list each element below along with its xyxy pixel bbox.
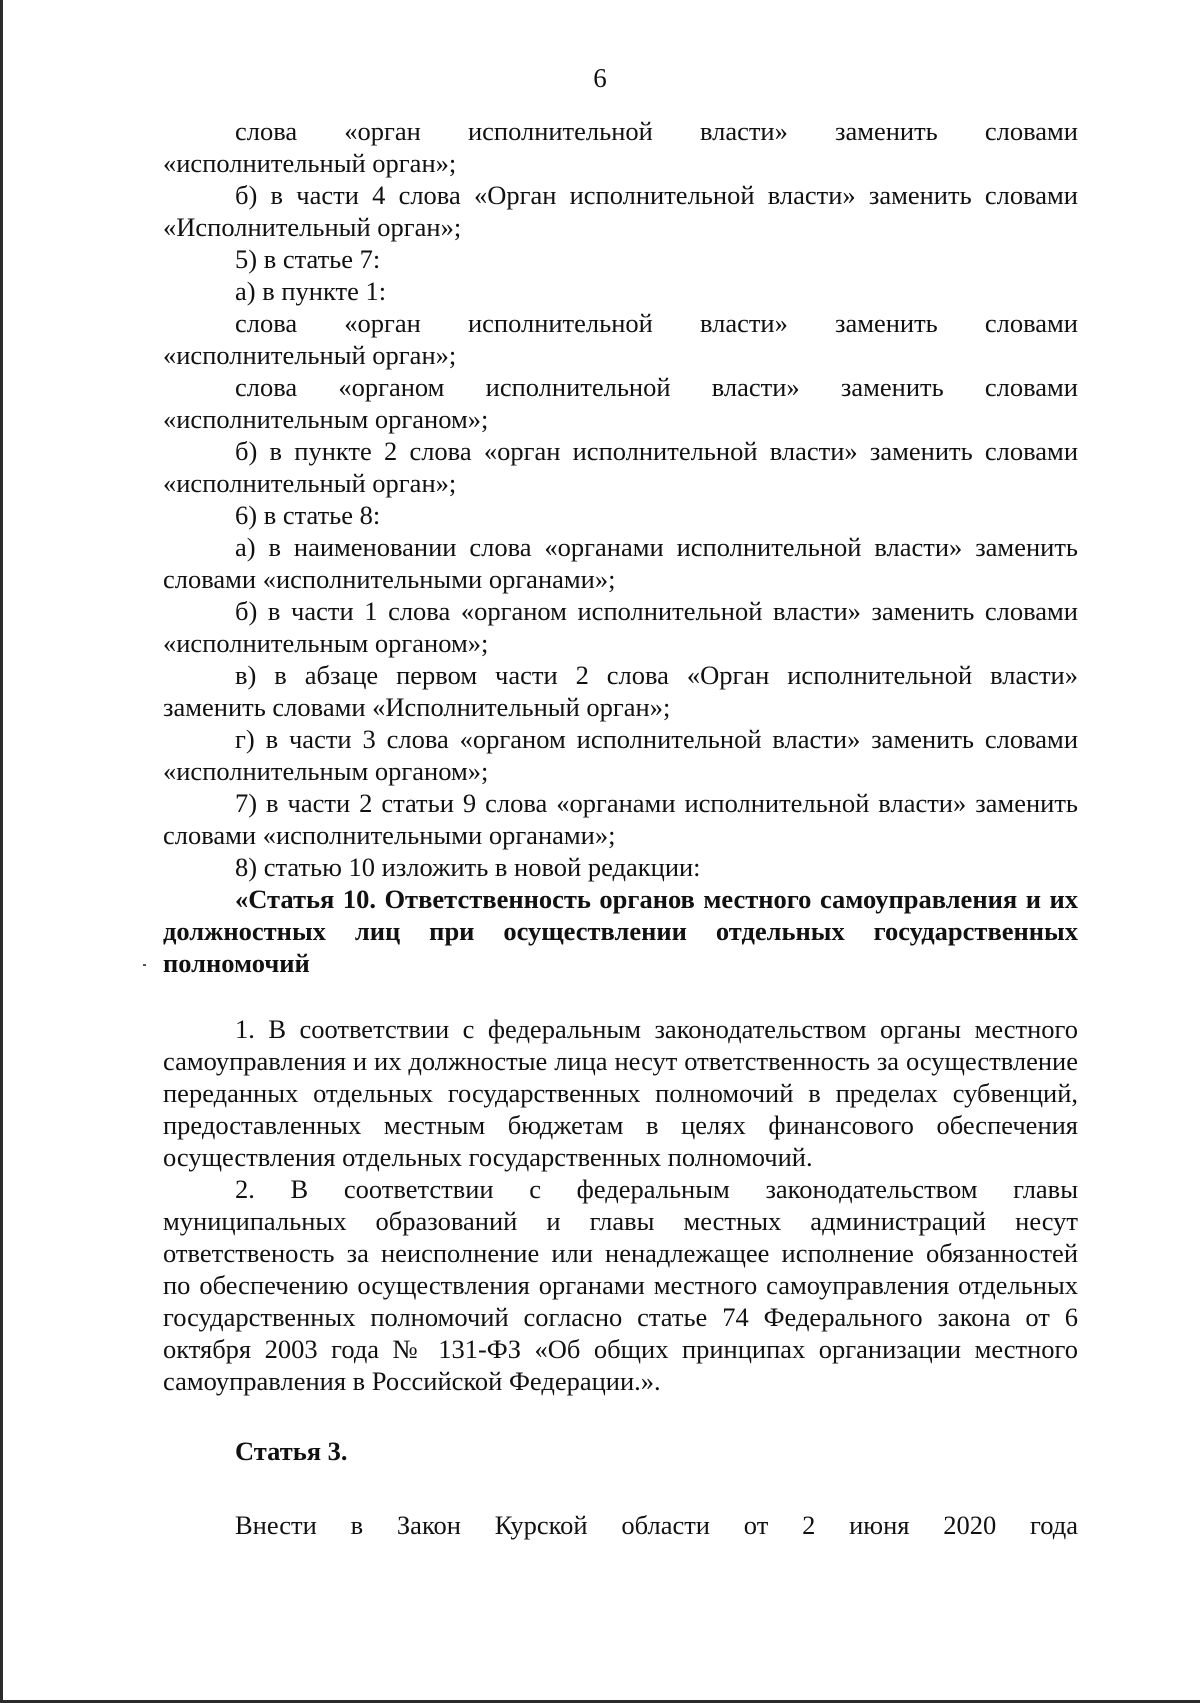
paragraph-8: 6) в статье 8: xyxy=(235,500,381,530)
paragraph-4: а) в пункте 1: xyxy=(235,276,387,306)
paragraph-10: б) в части 1 слова «органом исполнительной власти» заменить словами «исполнительным органом»; xyxy=(163,596,1078,658)
article-3-title: Статья 3. xyxy=(235,1436,348,1466)
paragraph-6: слова «органом исполнительной власти» заменить словами «исполнительным органом»; xyxy=(163,372,1078,434)
paragraph-11: в) в абзаце первом части 2 слова «Орган исполнительной власти» заменить словами «Исполнительный орган»; xyxy=(163,660,1078,722)
paragraph-1: слова «орган исполнительной власти» заменить словами «исполнительный орган»; xyxy=(163,116,1078,178)
article-10-item-2: 2. В соответствии с федеральным законодательством главы муниципальных образований и главы местных администраций несут ответственость за неисполнение или ненадлежащее исполнение обязанностей по обеспечению осуществления органами местного самоуправления отдельных государственных полномочий согласно статье 74 Федерального закона от 6 октября 2003 года № 131-ФЗ «Об общих принципах организации местного самоуправления в Российской Федерации.». xyxy=(163,1174,1078,1396)
scan-edge-left xyxy=(0,0,3,1703)
paragraph-5: слова «орган исполнительной власти» заменить словами «исполнительный орган»; xyxy=(163,308,1078,370)
paragraph-9: а) в наименовании слова «органами исполнительной власти» заменить словами «исполнительными органами»; xyxy=(163,532,1078,594)
heading-spacer xyxy=(163,979,1078,1013)
article-10-heading: «Статья 10. Ответственность органов местного самоуправления и их должностных лиц при осуществлении отдельных государственных полномочий xyxy=(163,884,1078,978)
article-3-first-line: Внести в Закон Курской области от 2 июня 2020 года xyxy=(235,1510,1078,1540)
document-body xyxy=(163,115,1078,1541)
paragraph-2: б) в части 4 слова «Орган исполнительной власти» заменить словами «Исполнительный орган»; xyxy=(163,180,1078,242)
paragraph-13: 7) в части 2 статьи 9 слова «органами исполнительной власти» заменить словами «исполнительными органами»; xyxy=(163,788,1078,850)
page-number: 6 xyxy=(593,63,607,93)
article-10-item-1: 1. В соответствии с федеральным законодательством органы местного самоуправления и их должностые лица несут ответственность за осуществление переданных отдельных государственных полномочий в пределах субвенций, предоставленных местным бюджетам в целях финансового обеспечения осуществления отдельных государственных полномочий. xyxy=(163,1014,1078,1172)
paragraph-12: г) в части 3 слова «органом исполнительной власти» заменить словами «исполнительным органом»; xyxy=(163,724,1078,786)
paragraph-3: 5) в статье 7: xyxy=(235,244,381,274)
paragraph-14: 8) статью 10 изложить в новой редакции: xyxy=(235,852,701,882)
paragraph-7: б) в пункте 2 слова «орган исполнительной власти» заменить словами «исполнительный орган»; xyxy=(163,436,1078,498)
scan-speck xyxy=(143,964,146,966)
